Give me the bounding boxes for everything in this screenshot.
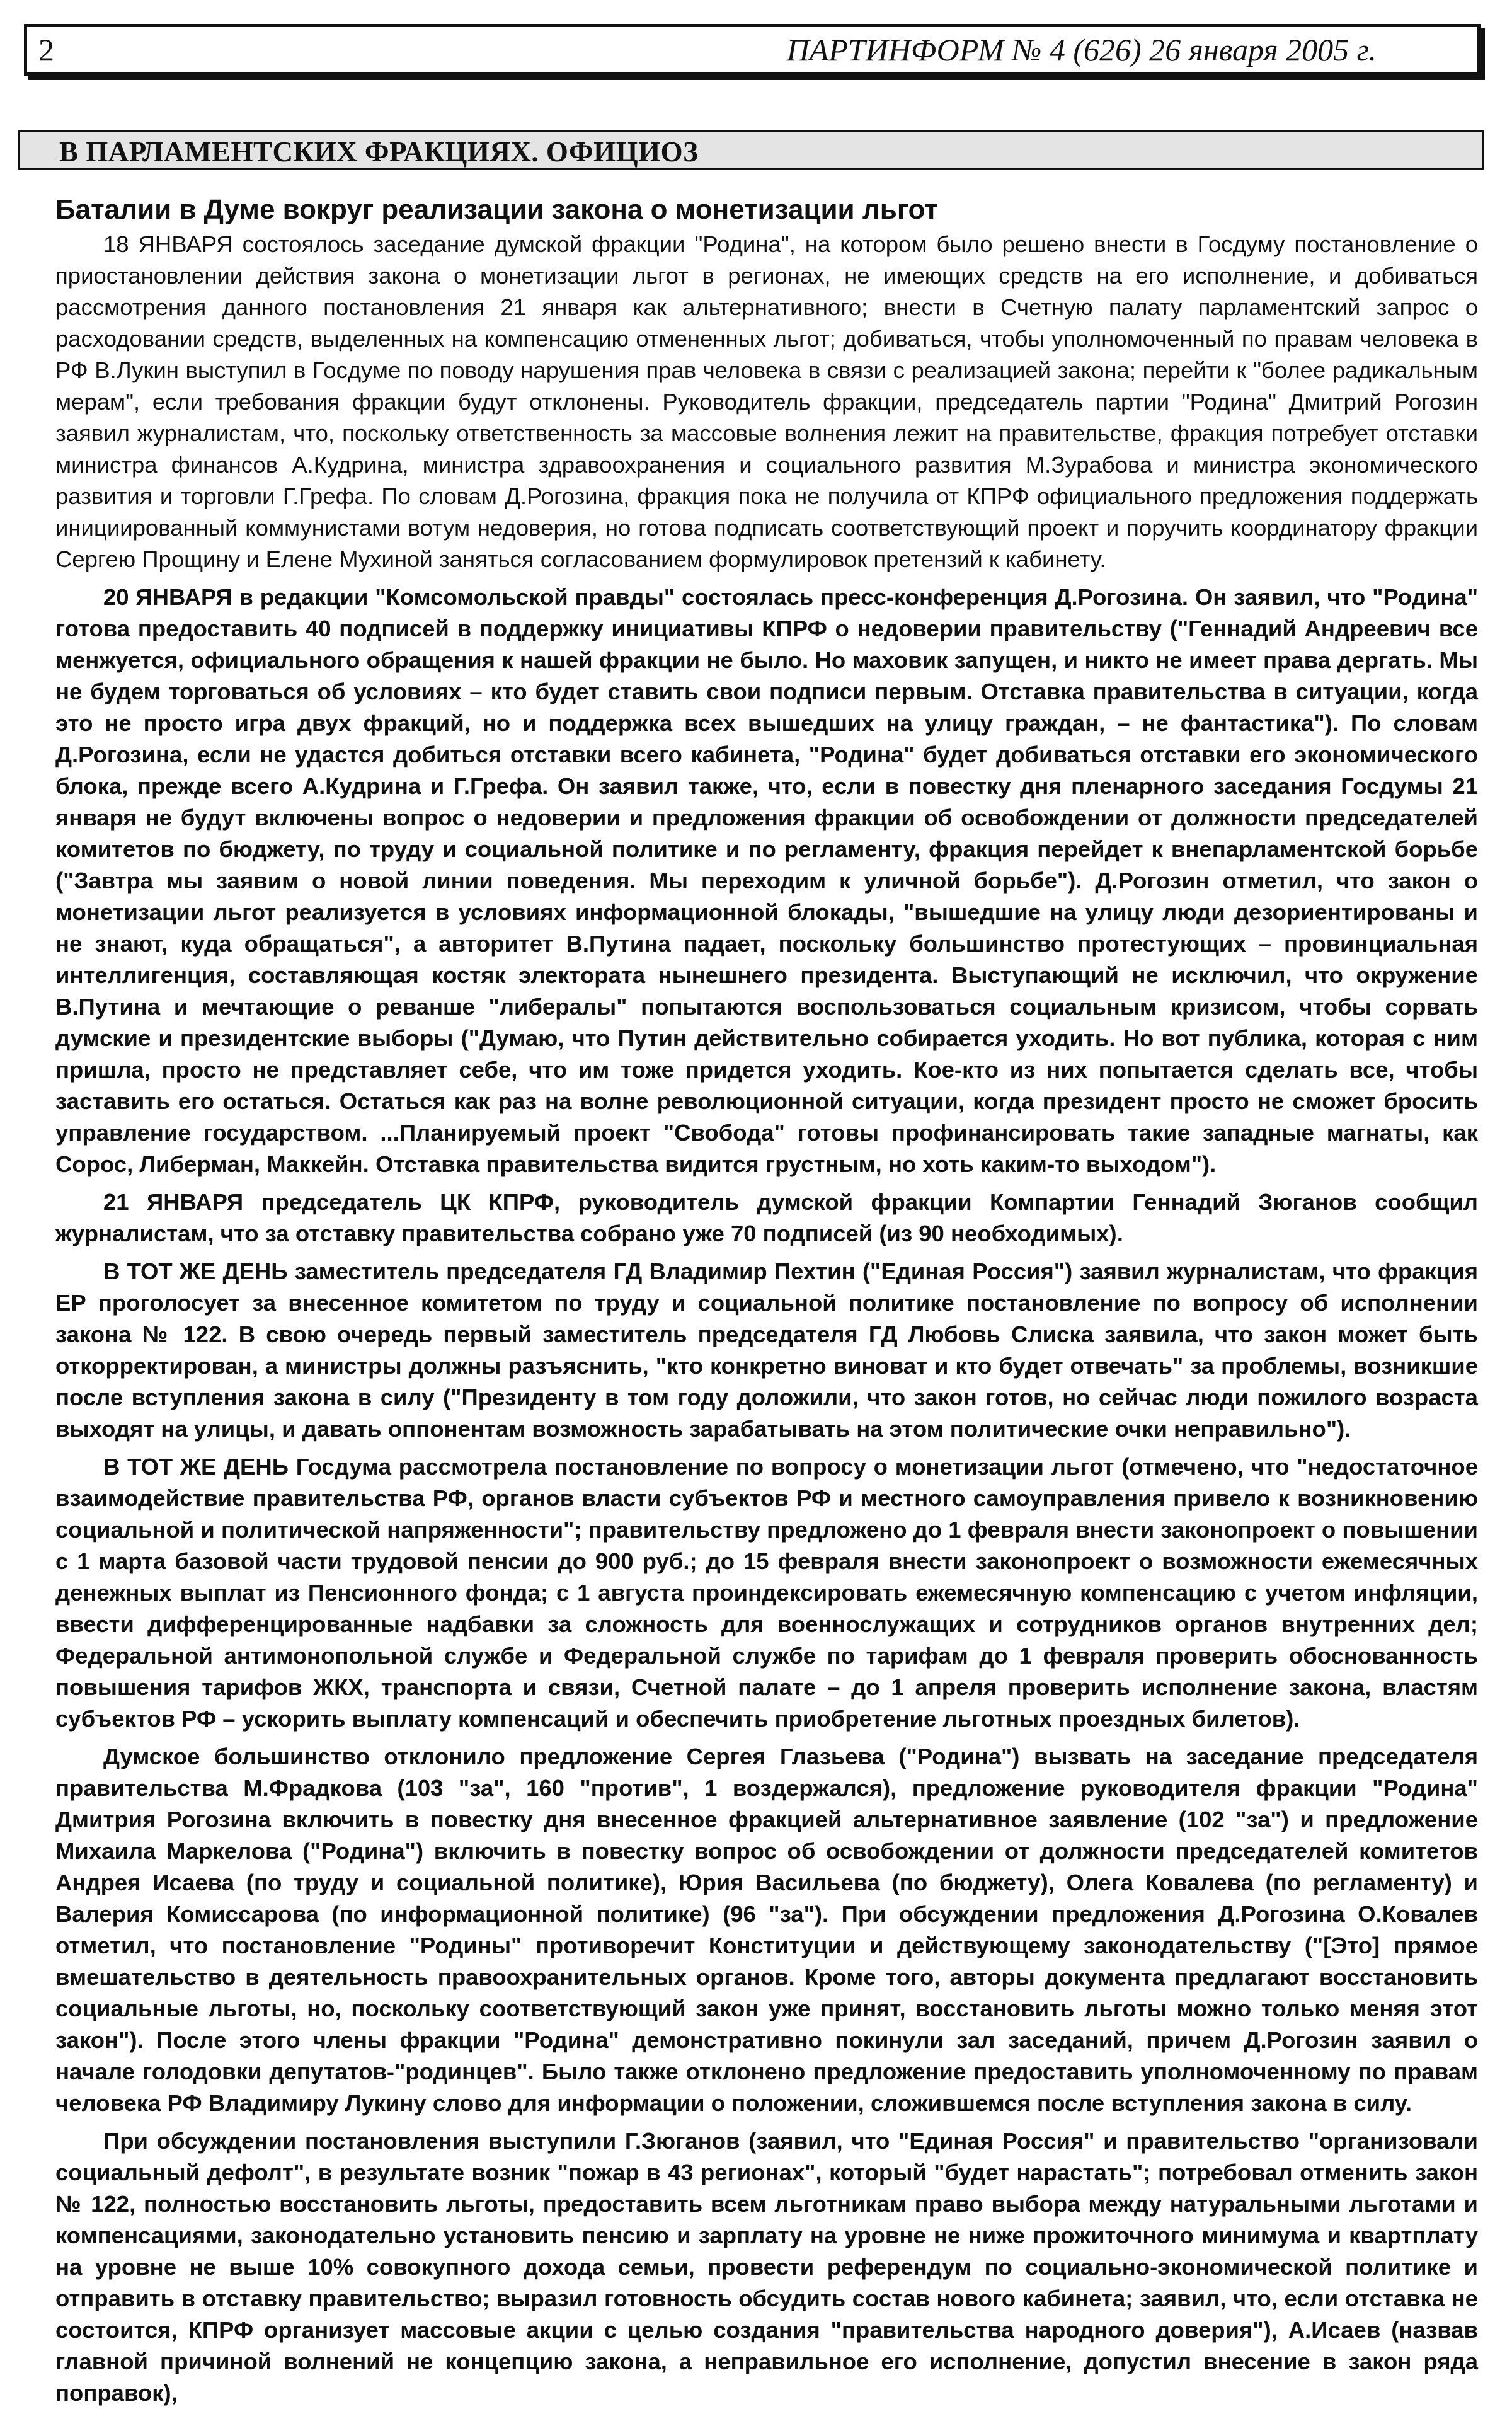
article-headline: Баталии в Думе вокруг реализации закона о монетизации льгот (55, 194, 938, 225)
article-paragraph: В ТОТ ЖЕ ДЕНЬ заместитель председателя ГД Владимир Пехтин ("Единая Россия") заявил журналистам, что фракция ЕР проголосует за внесенное комитетом по труду и социальной политике постановление по вопросу об исполнении закона № 122. В свою очередь первый заместитель председателя ГД Любовь Слиска заявила, что закон может быть откорректирован, а министры должны разъяснить, "кто конкретно виноват и кто будет отвечать" за проблемы, возникшие после вступления закона в силу ("Президенту в том году доложили, что закон готов, но сейчас люди пожилого возраста выходят на улицы, и давать оппонентам возможность зарабатывать на этом политические очки неправильно"). (55, 1258, 1478, 1442)
page-header (24, 24, 1480, 76)
page-number: 2 (38, 32, 54, 67)
article-paragraph: Думское большинство отклонило предложение Сергея Глазьева ("Родина") вызвать на заседание председателя правительства М.Фрадкова (103 "за", 160 "против", 1 воздержался), предложение руководителя фракции "Родина" Дмитрия Рогозина включить в повестку дня внесенное фракцией альтернативное заявление (102 "за") и предложение Михаила Маркелова ("Родина") включить в повестку вопрос об освобождении от должности председателей комитетов Андрея Исаева (по труду и социальной политике), Юрия Васильева (по бюджету), Олега Ковалева (по регламенту) и Валерия Комиссарова (по информационной политике) (96 "за"). При обсуждении предложения Д.Рогозина О.Ковалев отметил, что постановление "Родины" противоречит Конституции и действующему законодательству ("[Это] прямое вмешательство в деятельность правоохранительных органов. Кроме того, авторы документа предлагают восстановить социальные льготы, но, поскольку соответствующий закон уже принят, восстановить льготы можно только меняя этот закон"). После этого члены фракции "Родина" демонстративно покинули зал заседаний, причем Д.Рогозин заявил о начале голодовки депутатов-"родинцев". Было также отклонено предложение предоставить уполномоченному по правам человека РФ Владимиру Лукину слово для информации о положении, сложившемся после вступления закона в силу. (55, 1744, 1478, 2116)
article-paragraph: 18 ЯНВАРЯ состоялось заседание думской фракции "Родина", на котором было решено внести в Госдуму постановление о приостановлении действия закона о монетизации льгот в регионах, не имеющих средств на его исполнение, и добиваться рассмотрения данного постановления 21 января как альтернативного; внести в Счетную палату парламентский запрос о расходовании средств, выделенных на компенсацию отмененных льгот; добиваться, чтобы уполномоченный по правам человека в РФ В.Лукин выступил в Госдуме по поводу нарушения прав человека в связи с реализацией закона; перейти к "более радикальным мерам", если требования фракции будут отклонены. Руководитель фракции, председатель партии "Родина" Дмитрий Рогозин заявил журналистам, что, поскольку ответственность за массовые волнения лежит на правительстве, фракция потребует отставки министра финансов А.Кудрина, министра здравоохранения и социального развития М.Зурабова и министра экономического развития и торговли Г.Грефа. По словам Д.Рогозина, фракция пока не получила от КПРФ официального предложения поддержать инициированный коммунистами вотум недоверия, но готова подписать соответствующий проект и поручить координатору фракции Сергею Прощину и Елене Мухиной заняться согласованием формулировок претензий к кабинету. (55, 231, 1478, 572)
masthead-issue-info: ПАРТИНФОРМ № 4 (626) 26 января 2005 г. (786, 32, 1377, 67)
article-paragraph: 20 ЯНВАРЯ в редакции "Комсомольской правды" состоялась пресс-конференция Д.Рогозина. Он заявил, что "Родина" готова предоставить 40 подписей в поддержку инициативы КПРФ о недоверии правительству ("Геннадий Андреевич все менжуется, официального обращения к нашей фракции не было. Но маховик запущен, и никто не имеет права дергать. Мы не будем торговаться об условиях – кто будет ставить свои подписи первым. Отставка правительства в ситуации, когда это не просто игра двух фракций, но и поддержка всех вышедших на улицу граждан, – не фантастика"). По словам Д.Рогозина, если не удастся добиться отставки всего кабинета, "Родина" будет добиваться отставки его экономического блока, прежде всего А.Кудрина и Г.Грефа. Он заявил также, что, если в повестку дня пленарного заседания Госдумы 21 января не будут включены вопрос о недоверии и предложения фракции об освобождении от должности председателей комитетов по бюджету, по труду и социальной политике и по регламенту, фракция перейдет к внепарламентской борьбе ("Завтра мы заявим о новой линии поведения. Мы переходим к уличной борьбе"). Д.Рогозин отметил, что закон о монетизации льгот реализуется в условиях информационной блокады, "вышедшие на улицу люди дезориентированы и не знают, куда обращаться", а авторитет В.Путина падает, поскольку большинство протестующих – провинциальная интеллигенция, составляющая костяк электората нынешнего президента. Выступающий не исключил, что окружение В.Путина и мечтающие о реванше "либералы" попытаются воспользоваться социальным кризисом, чтобы сорвать думские и президентские выборы ("Думаю, что Путин действительно собирается уходить. Но вот публика, которая с ним пришла, просто не представляет себе, что им тоже придется уходить. Кое-кто из них попытается сделать все, чтобы заставить его остаться. Остаться как раз на волне революционной ситуации, когда президент просто не сможет бросить управление государством. ...Планируемый проект "Свобода" готовы профинансировать такие западные магнаты, как Сорос, Либерман, Маккейн. Отставка правительства видится грустным, но хоть каким-то выходом"). (55, 584, 1478, 1177)
article-paragraph: При обсуждении постановления выступили Г.Зюганов (заявил, что "Единая Россия" и правительство "организовали социальный дефолт", в результате возник "пожар в 43 регионах", который "будет нарастать"; потребовал отменить закон № 122, полностью восстановить льготы, предоставить всем льготникам право выбора между натуральными льготами и компенсациями, законодательно установить пенсию и зарплату на уровне не ниже прожиточного минимума и квартплату на уровне не выше 10% совокупного дохода семьи, провести референдум по социально-экономической политике и отправить в отставку правительство; выразил готовность обсудить состав нового кабинета; заявил, что, если отставка не состоится, КПРФ организует массовые акции с целью создания "правительства народного доверия"), А.Исаев (назвав главной причиной волнений не концепцию закона, а неправильное его исполнение, допустил внесение в закон ряда поправок), (55, 2128, 1478, 2406)
article-paragraph: 21 ЯНВАРЯ председатель ЦК КПРФ, руководитель думской фракции Компартии Геннадий Зюганов сообщил журналистам, что за отставку правительства собрано уже 70 подписей (из 90 необходимых). (55, 1189, 1478, 1246)
section-rubric: В ПАРЛАМЕНТСКИХ ФРАКЦИЯХ. ОФИЦИОЗ (59, 136, 699, 168)
section-rubric-banner (18, 130, 1484, 170)
article (55, 192, 1478, 2406)
article-paragraph: В ТОТ ЖЕ ДЕНЬ Госдума рассмотрела постановление по вопросу о монетизации льгот (отмечено, что "недостаточное взаимодействие правительства РФ, органов власти субъектов РФ и местного самоуправления привело к возникновению социальной и политической напряженности"; правительству предложено до 1 февраля внести законопроект о повышении с 1 марта базовой части трудовой пенсии до 900 руб.; до 15 февраля внести законопроект о возможности ежемесячных денежных выплат из Пенсионного фонда; с 1 августа проиндексировать ежемесячную компенсацию с учетом инфляции, ввести дифференцированные надбавки за сложность для военнослужащих и сотрудников органов внутренних дел; Федеральной антимонопольной службе и Федеральной службе по тарифам до 1 февраля проверить обоснованность повышения тарифов ЖКХ, транспорта и связи, Счетной палате – до 1 апреля проверить исполнение закона, властям субъектов РФ – ускорить выплату компенсаций и обеспечить приобретение льготных проездных билетов). (55, 1454, 1478, 1732)
